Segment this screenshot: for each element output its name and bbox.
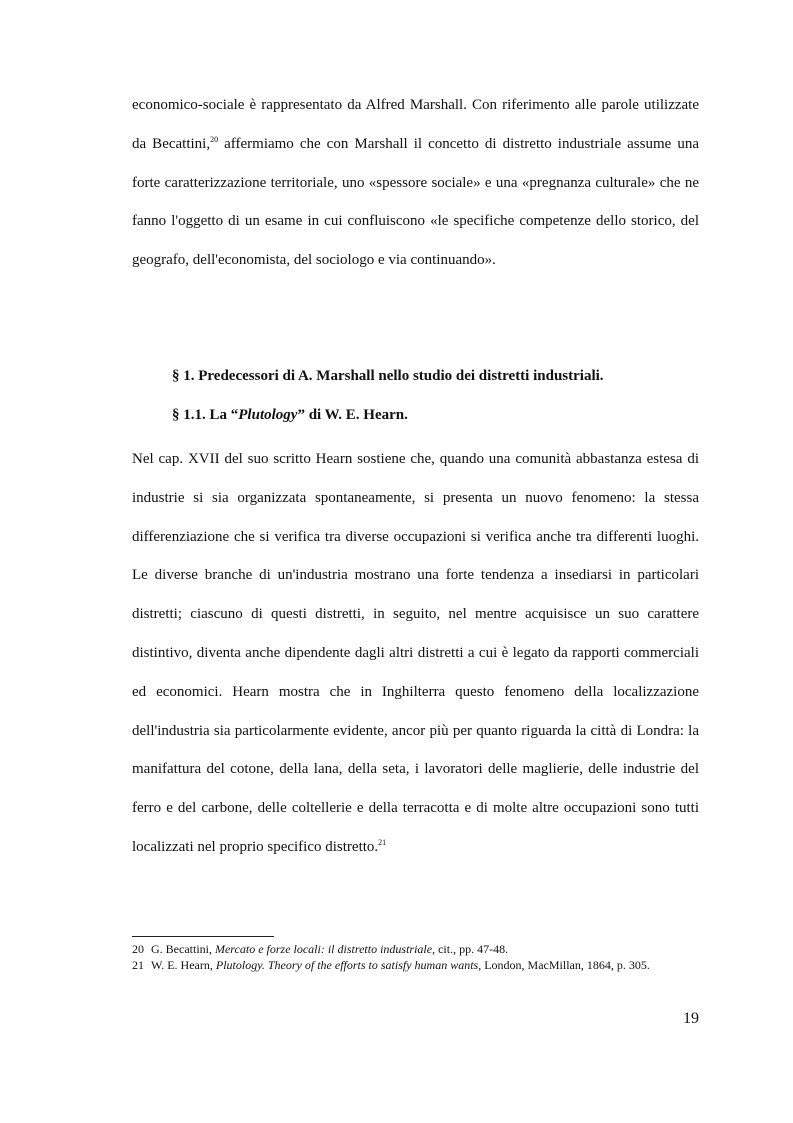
footnote-21: 21 W. E. Hearn, Plutology. Theory of the efforts to satisfy human wants, London, MacMillan, 1864, p. 305. <box>132 958 650 972</box>
footnotes <box>132 941 699 973</box>
paragraph-intro <box>132 86 699 280</box>
paragraph-text: affermiamo che con Marshall il concetto di distretto industriale assume una forte caratterizzazione territoriale, uno «spessore sociale» e una «pregnanza culturale» che ne fanno l'oggetto di un esame in cui confluiscono «le specifiche competenze dello storico, del geografo, dell'economista, del sociologo e via continuando». <box>132 135 699 269</box>
footnote-ref-21[interactable]: 21 <box>378 837 387 847</box>
subsection-heading: § 1.1. La “Plutology” di W. E. Hearn. <box>172 407 408 423</box>
page-number: 19 <box>683 1010 699 1027</box>
paragraph-text: Nel cap. XVII del suo scritto Hearn sostiene che, quando una comunità abbastanza estesa di industrie si sia organizzata spontaneamente, si presenta un nuovo fenomeno: la stessa differenziazione che si verifica tra diverse occupazioni si verifica anche tra differenti luoghi. Le diverse branche di un'industria mostrano una forte tendenza a insediarsi in particolari distretti; ciascuno di questi distretti, in seguito, nel mentre acquisisce un suo carattere distintivo, diventa anche dipendente dagli altri distretti a cui è legato da rapporti commerciali ed economici. Hearn mostra che in Inghilterra questo fenomeno della localizzazione dell'industria sia particolarmente evidente, ancor più per quanto riguarda la città di Londra: la manifattura del cotone, della lana, della seta, i lavoratori delle maglierie, delle industrie del ferro e del carbone, delle coltellerie e della terracotta e di molte altre occupazioni sono tutti localizzati nel proprio specifico distretto. <box>132 451 699 855</box>
footnote-number: 21 <box>132 958 144 972</box>
footnote-number: 20 <box>132 942 144 956</box>
footnote-ref-20[interactable]: 20 <box>210 134 219 144</box>
footnote-separator <box>132 936 274 937</box>
paragraph-text: economico-sociale è rappresentato da Alfred Marshall. Con riferimento alle parole utilizzate da Becattini, <box>132 97 699 152</box>
paragraph-hearn <box>132 440 699 867</box>
section-heading: § 1. Predecessori di A. Marshall nello studio dei distretti industriali. <box>172 368 604 384</box>
footnote-20: 20 G. Becattini, Mercato e forze locali: il distretto industriale, cit., pp. 47-48. <box>132 942 509 956</box>
